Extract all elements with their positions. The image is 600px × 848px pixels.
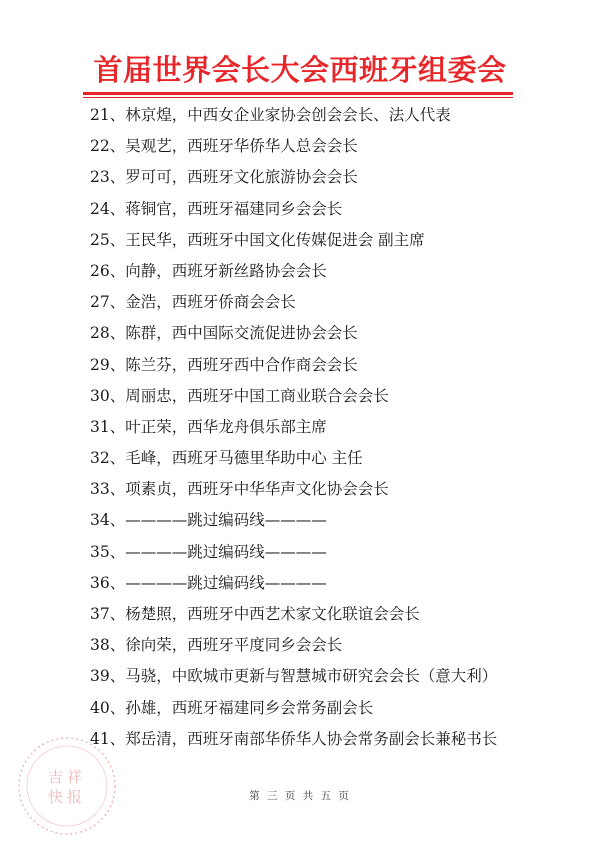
list-item: 30、周丽忠，西班牙中国工商业联合会会长 bbox=[90, 386, 389, 405]
list-item: 38、徐向荣，西班牙平度同乡会会长 bbox=[90, 636, 343, 655]
list-item: 31、叶正荣，西华龙舟俱乐部主席 bbox=[90, 417, 327, 436]
title-rule-thick bbox=[83, 92, 513, 95]
list-item: 24、蒋铜官，西班牙福建同乡会会长 bbox=[90, 199, 343, 218]
list-item: 21、林京煌，中西女企业家协会创会会长、法人代表 bbox=[90, 106, 451, 124]
list-item: 28、陈群，西中国际交流促进协会会长 bbox=[90, 324, 358, 343]
list-item: 37、杨楚照，西班牙中西艺术家文化联谊会会长 bbox=[90, 605, 420, 623]
list-item: 39、马骁，中欧城市更新与智慧城市研究会会长（意大利） bbox=[90, 667, 498, 686]
list-item: 40、孙雄，西班牙福建同乡会常务副会长 bbox=[90, 698, 374, 717]
list-item: 27、金浩，西班牙侨商会会长 bbox=[90, 293, 296, 312]
member-list bbox=[90, 100, 560, 755]
list-item: 33、项素贞，西班牙中华华声文化协会会长 bbox=[90, 480, 389, 499]
list-item: 32、毛峰，西班牙马德里华助中心 主任 bbox=[90, 449, 363, 468]
list-item: 41、郑岳清，西班牙南部华侨华人协会常务副会长兼秘书长 bbox=[90, 729, 498, 748]
list-item: 34、————跳过编码线———— bbox=[90, 511, 327, 530]
svg-text:快报: 快报 bbox=[47, 788, 87, 806]
list-item: 29、陈兰芬，西班牙西中合作商会会长 bbox=[90, 355, 358, 374]
watermark-stamp bbox=[8, 730, 126, 842]
svg-text:吉祥: 吉祥 bbox=[47, 768, 87, 786]
list-item: 26、向静，西班牙新丝路协会会长 bbox=[90, 261, 327, 280]
list-item: 36、————跳过编码线———— bbox=[90, 573, 327, 592]
list-item: 23、罗可可，西班牙文化旅游协会会长 bbox=[90, 168, 358, 187]
document-title: 首届世界会长大会西班牙组委会 bbox=[93, 53, 507, 87]
title-rule-thin bbox=[83, 97, 513, 98]
list-item: 35、————跳过编码线———— bbox=[90, 542, 327, 561]
list-item: 22、吴观艺，西班牙华侨华人总会会长 bbox=[90, 137, 358, 156]
page-footer: 第 三 页 共 五 页 bbox=[249, 790, 351, 802]
list-item: 25、王民华，西班牙中国文化传媒促进会 副主席 bbox=[90, 230, 425, 249]
